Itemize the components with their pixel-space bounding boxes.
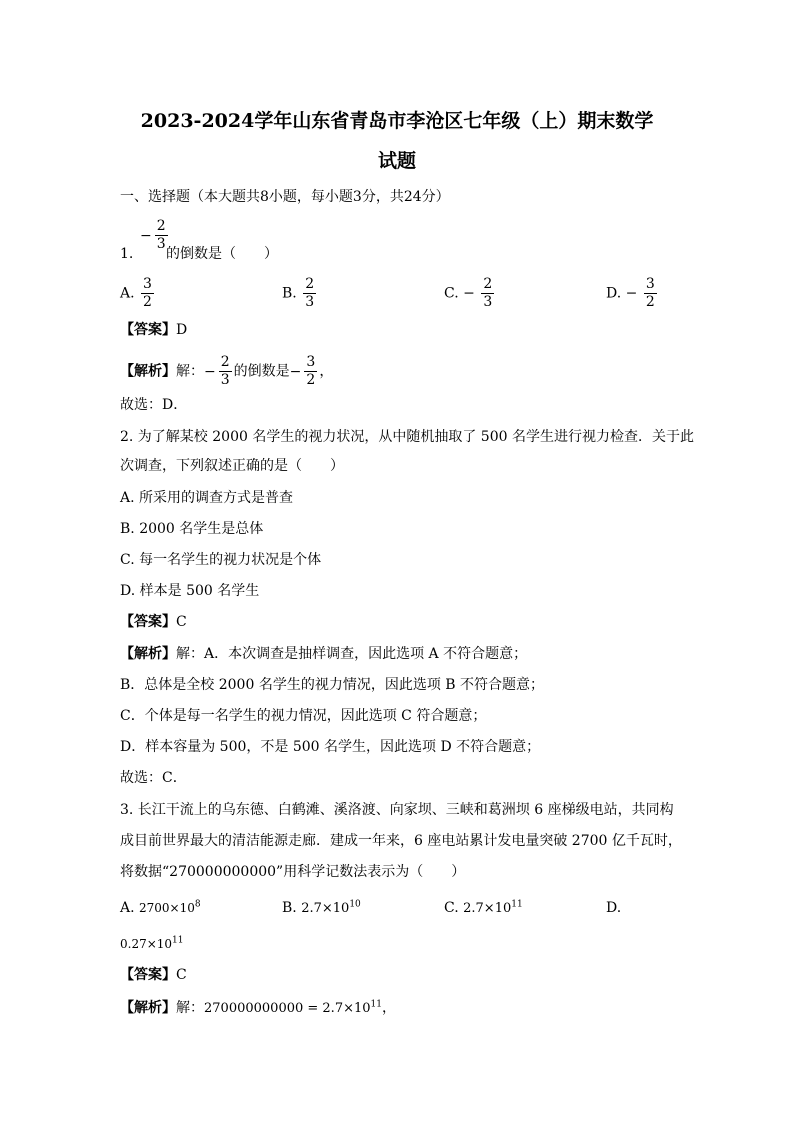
denominator: 3 (156, 236, 166, 252)
option-exponent: 8 (194, 899, 201, 910)
option-fraction (303, 276, 316, 311)
option-fraction (644, 276, 657, 311)
option-sign: − (625, 285, 638, 302)
denominator: 3 (483, 294, 493, 310)
analysis-text: 解：A．本次调查是抽样调查，因此选项 A 不符合题意； (176, 646, 528, 662)
document-title-line2: 试题 (377, 150, 416, 172)
section-heading: 一、选择题（本大题共8小题，每小题3分，共24分） (120, 189, 450, 205)
analysis-fraction (304, 354, 317, 389)
analysis-equation: 270000000000 = 2.7×10 (204, 1001, 371, 1016)
option-d (606, 276, 659, 311)
option-fraction (141, 276, 154, 311)
option-a (120, 898, 201, 918)
option-d: D. 样本是 500 名学生 (120, 583, 260, 599)
numerator: 3 (143, 276, 152, 292)
numerator: 2 (220, 354, 230, 370)
option-b (282, 276, 318, 311)
minus-sign: − (140, 227, 152, 244)
analysis-text: 的倒数是 (233, 363, 290, 380)
option-sign: − (463, 285, 475, 302)
option-c: C. 每一名学生的视力状况是个体 (120, 552, 322, 568)
analysis-2-line2: B．总体是全校 2000 名学生的视力情况，因此选项 B 不符合题意； (120, 677, 545, 693)
option-b: B. 2000 名学生是总体 (120, 521, 264, 537)
numerator: 3 (645, 276, 655, 292)
numerator: 2 (305, 276, 315, 292)
answer-value: C (176, 614, 187, 630)
numerator: 2 (483, 276, 493, 292)
option-label: B. (282, 900, 297, 916)
option-value: 2.7×10 (301, 901, 350, 916)
analysis-2-line4: D．样本容量为 500，不是 500 名学生，因此选项 D 不符合题意； (120, 739, 541, 755)
analysis-1 (120, 354, 333, 390)
question-3-line1: 3. 长江干流上的乌东德、白鹤滩、溪洛渡、向家坝、三峡和葛洲坝 6 座梯级电站，共同构 (120, 802, 674, 818)
option-exponent: 11 (511, 899, 523, 910)
option-a: A. 所采用的调查方式是普查 (120, 490, 294, 506)
analysis-3 (120, 998, 396, 1019)
analysis-tag: 【解析】 (120, 363, 176, 380)
option-label: B. (282, 285, 297, 302)
answer-tag: 【答案】 (120, 967, 176, 983)
document-title-line1: 2023-2024学年山东省青岛市李沧区七年级（上）期末数学 (140, 110, 654, 132)
denominator: 2 (143, 294, 152, 310)
option-b (282, 898, 361, 919)
analysis-tag: 【解析】 (120, 1000, 176, 1016)
analysis-prefix: 解： (176, 363, 204, 380)
analysis-2-line3: C．个体是每一名学生的视力情况，因此选项 C 符合题意； (120, 708, 487, 724)
option-label: A. (120, 285, 135, 302)
question-2-line1: 2. 为了解某校 2000 名学生的视力状况，从中随机抽取了 500 名学生进行视力检查．关于此 (120, 429, 694, 445)
minus-sign: − (289, 363, 302, 380)
option-value: 2700×10 (139, 901, 195, 915)
option-label: D. (606, 285, 622, 302)
analysis-exponent: 11 (370, 999, 382, 1010)
option-exponent: 10 (349, 899, 361, 910)
option-label: A. (120, 900, 135, 916)
question-stem: 的倒数是（ ） (166, 246, 278, 262)
answer-3 (120, 965, 187, 985)
answer-value: D (176, 322, 188, 338)
analysis-text: ， (319, 363, 334, 380)
numerator: 2 (156, 218, 166, 234)
analysis-prefix: 解： (176, 1000, 204, 1016)
analysis-fraction (219, 354, 232, 389)
option-value: 0.27×10 (120, 937, 173, 951)
option-c (444, 276, 496, 311)
answer-tag: 【答案】 (120, 614, 176, 630)
question-3-line2: 成目前世界最大的清洁能源走廊．建成一年来，6 座电站累计发电量突破 2700 亿千瓦时， (120, 833, 682, 849)
option-fraction (481, 276, 494, 311)
answer-2 (120, 612, 187, 632)
numerator: 3 (306, 354, 316, 370)
answer-1 (120, 320, 187, 340)
option-a (120, 276, 156, 311)
question-2-line2: 次调查，下列叙述正确的是（ ） (120, 458, 344, 474)
answer-value: C (176, 967, 187, 983)
denominator: 2 (645, 294, 655, 310)
denominator: 2 (306, 372, 316, 388)
option-label: C. (444, 900, 459, 916)
conclusion-2: 故选：C． (120, 770, 187, 786)
option-c (444, 898, 523, 919)
option-label: C. (444, 285, 459, 302)
analysis-tag: 【解析】 (120, 646, 176, 662)
analysis-2-line1 (120, 644, 527, 664)
option-value: 2.7×10 (463, 901, 512, 916)
denominator: 3 (220, 372, 230, 388)
minus-sign: − (204, 363, 216, 380)
question-3-line3: 将数据“270000000000”用科学记数法表示为（ ） (120, 864, 466, 880)
analysis-text: ， (381, 1000, 396, 1016)
answer-tag: 【答案】 (120, 322, 176, 338)
question-number: 1. (120, 246, 134, 262)
denominator: 3 (305, 294, 315, 310)
option-d (120, 934, 184, 954)
option-exponent: 11 (172, 935, 184, 946)
conclusion-1: 故选：D． (120, 397, 188, 413)
option-d-label: D. (606, 900, 622, 916)
